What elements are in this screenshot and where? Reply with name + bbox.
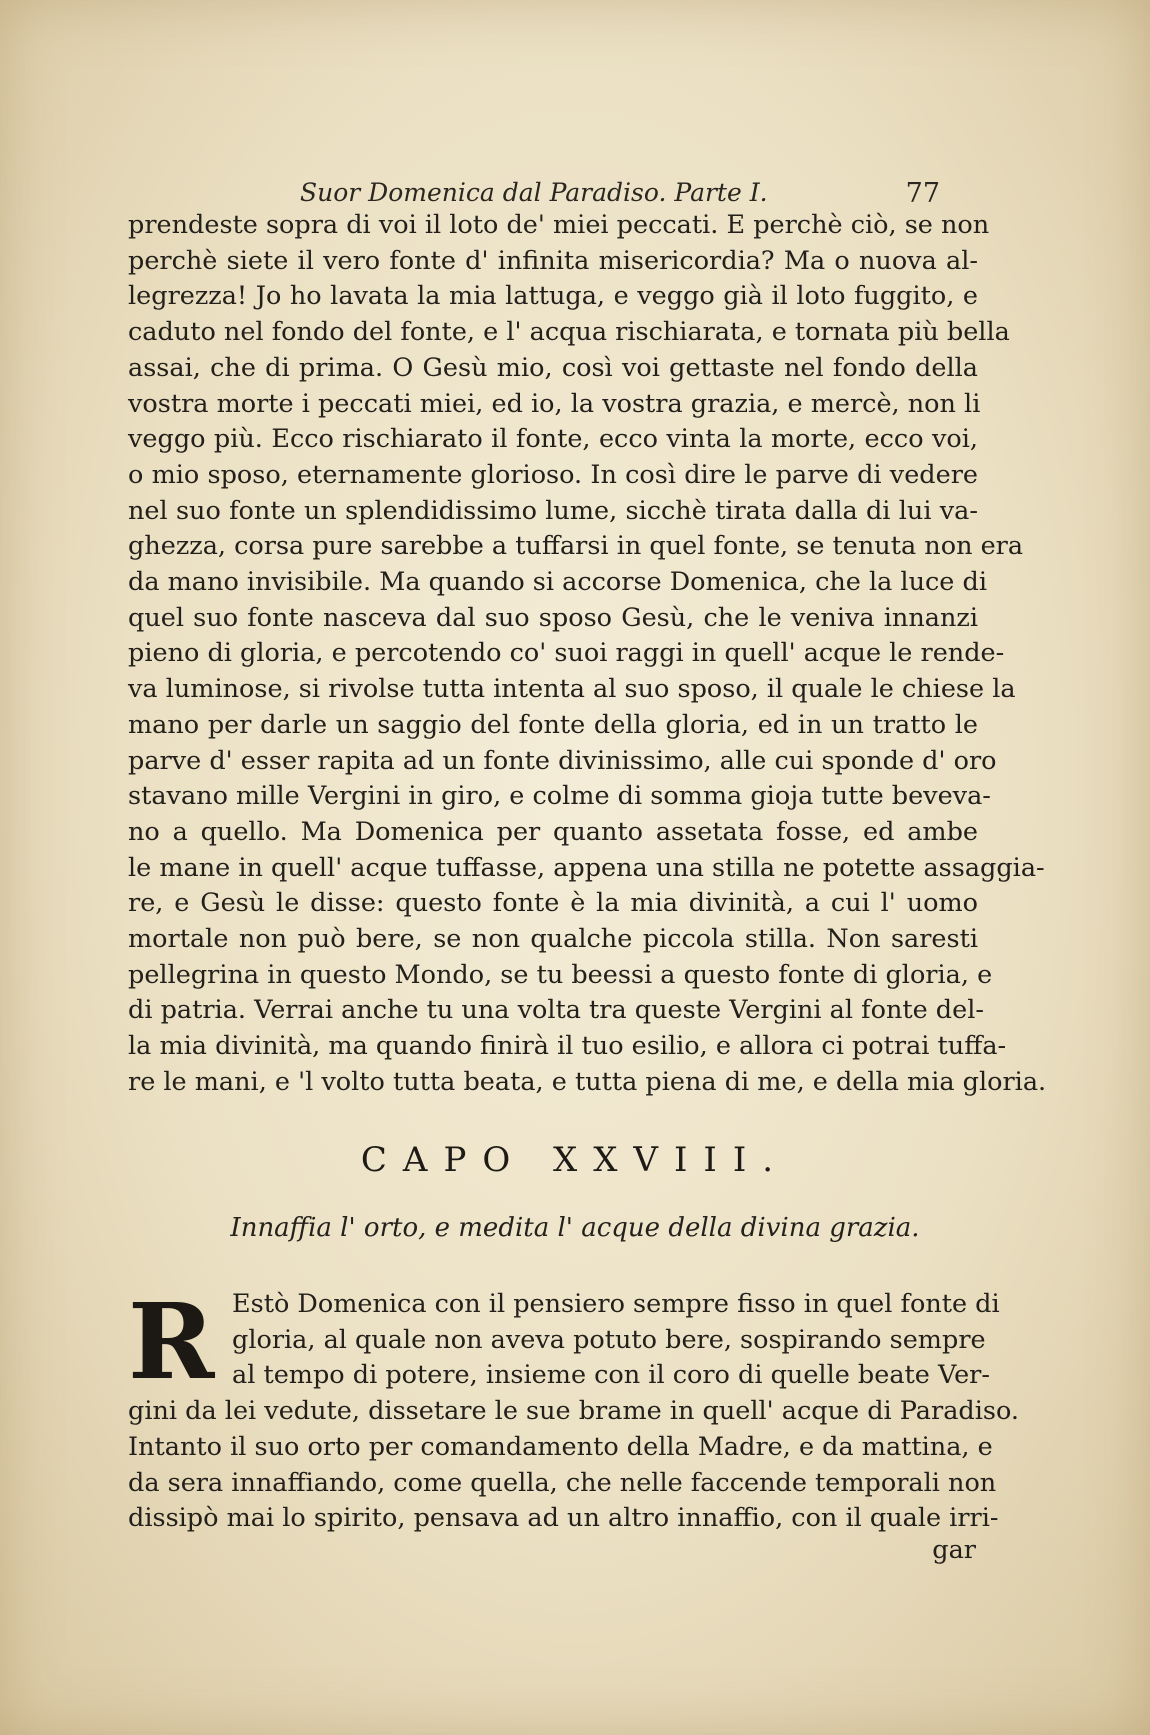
text-line: va luminose, si rivolse tutta intenta al suo sposo, il quale le chiese la	[128, 674, 1016, 705]
text-line: da sera innaffiando, come quella, che nelle faccende temporali non	[128, 1467, 997, 1498]
text-line: mano per darle un saggio del fonte della gloria, ed in un tratto le	[128, 709, 978, 740]
text-line: quel suo fonte nasceva dal suo sposo Gesù, che le veniva innanzi	[128, 602, 978, 633]
text-line: di patria. Verrai anche tu una volta tra queste Vergini al fonte del-	[128, 995, 984, 1026]
chapter-heading: CAPO XXVIII.	[360, 1140, 790, 1180]
text-line: al tempo di potere, insieme con il coro di quelle beate Ver-	[232, 1360, 990, 1391]
text-line: no a quello. Ma Domenica per quanto assetata fosse, ed ambe	[128, 816, 978, 847]
text-line: assai, che di prima. O Gesù mio, così voi gettaste nel fondo della	[128, 352, 978, 383]
drop-cap: R	[128, 1280, 215, 1403]
text-line: pellegrina in questo Mondo, se tu beessi a questo fonte di gloria, e	[128, 959, 993, 990]
text-line: nel suo fonte un splendidissimo lume, sicchè tirata dalla di lui va-	[128, 495, 978, 526]
chapter-subtitle: Innaffia l' orto, e medita l' acque della divina grazia.	[230, 1213, 920, 1243]
text-line: dissipò mai lo spirito, pensava ad un altro innaffio, con il quale irri-	[128, 1503, 999, 1534]
text-line: vostra morte i peccati miei, ed io, la vostra grazia, e mercè, non li	[128, 388, 981, 419]
text-line: veggo più. Ecco rischiarato il fonte, ecco vinta la morte, ecco voi,	[128, 424, 978, 455]
text-line: Estò Domenica con il pensiero sempre fisso in quel fonte di	[232, 1289, 1000, 1319]
text-line: legrezza! Jo ho lavata la mia lattuga, e veggo già il loto fuggito, e	[128, 281, 978, 312]
text-line: stavano mille Vergini in giro, e colme di somma gioja tutte beveva-	[128, 781, 991, 812]
chapter-body-text	[128, 1280, 1019, 1537]
running-title: Suor Domenica dal Paradiso. Parte I.	[300, 178, 768, 207]
text-line: re, e Gesù le disse: questo fonte è la mia divinità, a cui l' uomo	[128, 888, 978, 919]
text-line: la mia divinità, ma quando finirà il tuo esilio, e allora ci potrai tuffa-	[128, 1031, 1007, 1062]
text-line: ghezza, corsa pure sarebbe a tuffarsi in quel fonte, se tenuta non era	[128, 531, 1024, 562]
text-line: Intanto il suo orto per comandamento della Madre, e da mattina, e	[128, 1431, 993, 1462]
text-line: mortale non può bere, se non qualche piccola stilla. Non saresti	[128, 924, 978, 955]
text-line: pieno di gloria, e percotendo co' suoi raggi in quell' acque le rende-	[128, 638, 1005, 669]
text-line: da mano invisibile. Ma quando si accorse Domenica, che la luce di	[128, 567, 987, 598]
text-line: prendeste sopra di voi il loto de' miei peccati. E perchè ciò, se non	[128, 210, 990, 240]
page-number: 77	[905, 178, 940, 209]
text-line: gini da lei vedute, dissetare le sue brame in quell' acque di Paradiso.	[128, 1396, 1019, 1427]
text-line: o mio sposo, eternamente glorioso. In così dire le parve di vedere	[128, 459, 978, 490]
body-text	[128, 208, 1047, 1101]
text-line: parve d' esser rapita ad un fonte divinissimo, alle cui sponde d' oro	[128, 745, 997, 776]
text-line: le mane in quell' acque tuffasse, appena una stilla ne potette assaggia-	[128, 852, 1045, 883]
text-line: re le mani, e 'l volto tutta beata, e tutta piena di me, e della mia gloria.	[128, 1066, 1047, 1097]
text-line: perchè siete il vero fonte d' infinita misericordia? Ma o nuova al-	[128, 245, 978, 276]
catchword: gar	[932, 1535, 976, 1565]
text-line: caduto nel fondo del fonte, e l' acqua rischiarata, e tornata più bella	[128, 317, 1010, 348]
text-line: gloria, al quale non aveva potuto bere, sospirando sempre	[232, 1324, 986, 1355]
